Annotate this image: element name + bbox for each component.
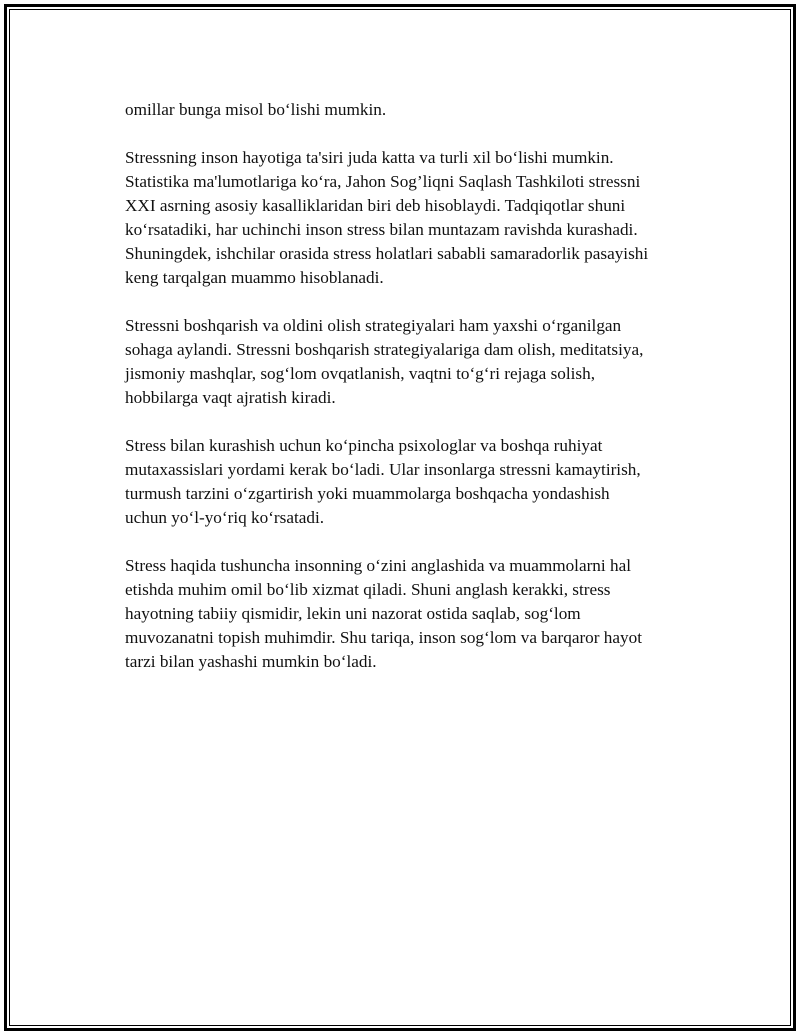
text-line: keng tarqalgan muammo hisoblanadi.: [125, 268, 384, 287]
text-line: mutaxassislari yordami kerak boʻladi. Ular insonlarga stressni kamaytirish,: [125, 460, 641, 479]
text-line: Stressning inson hayotiga ta'siri juda katta va turli xil boʻlishi mumkin.: [125, 148, 614, 167]
text-line: uchun yoʻl-yoʻriq koʻrsatadi.: [125, 508, 325, 527]
text-line: Statistika ma'lumotlariga koʻra, Jahon Sog’liqni Saqlash Tashkiloti stressni: [125, 172, 641, 191]
text-line: jismoniy mashqlar, sogʻlom ovqatlanish, vaqtni toʻgʻri rejaga solish,: [125, 364, 595, 383]
text-line: omillar bunga misol boʻlishi mumkin.: [125, 100, 387, 119]
paragraph-3: [125, 314, 705, 410]
text-line: etishda muhim omil boʻlib xizmat qiladi. Shuni anglash kerakki, stress: [125, 580, 611, 599]
text-line: Shuningdek, ishchilar orasida stress holatlari sababli samaradorlik pasayishi: [125, 244, 649, 263]
text-line: sohaga aylandi. Stressni boshqarish strategiyalariga dam olish, meditatsiya,: [125, 340, 644, 359]
text-line: Stress haqida tushuncha insonning oʻzini anglashida va muammolarni hal: [125, 556, 631, 575]
text-line: XXI asrning asosiy kasalliklaridan biri deb hisoblaydi. Tadqiqotlar shuni: [125, 196, 626, 215]
paragraph-5: [125, 554, 705, 674]
text-line: muvozanatni topish muhimdir. Shu tariqa, inson sogʻlom va barqaror hayot: [125, 628, 642, 647]
text-line: Stress bilan kurashish uchun koʻpincha psixologlar va boshqa ruhiyat: [125, 436, 603, 455]
paragraph-1: [125, 98, 705, 122]
text-line: tarzi bilan yashashi mumkin boʻladi.: [125, 652, 377, 671]
paragraph-2: [125, 146, 705, 290]
paragraph-4: [125, 434, 705, 530]
text-line: hobbilarga vaqt ajratish kiradi.: [125, 388, 336, 407]
page-border: [4, 4, 796, 1031]
document-body: [125, 98, 705, 698]
text-line: hayotning tabiiy qismidir, lekin uni nazorat ostida saqlab, sogʻlom: [125, 604, 581, 623]
text-line: turmush tarzini oʻzgartirish yoki muammolarga boshqacha yondashish: [125, 484, 610, 503]
text-line: koʻrsatadiki, har uchinchi inson stress bilan muntazam ravishda kurashadi.: [125, 220, 638, 239]
text-line: Stressni boshqarish va oldini olish strategiyalari ham yaxshi oʻrganilgan: [125, 316, 622, 335]
